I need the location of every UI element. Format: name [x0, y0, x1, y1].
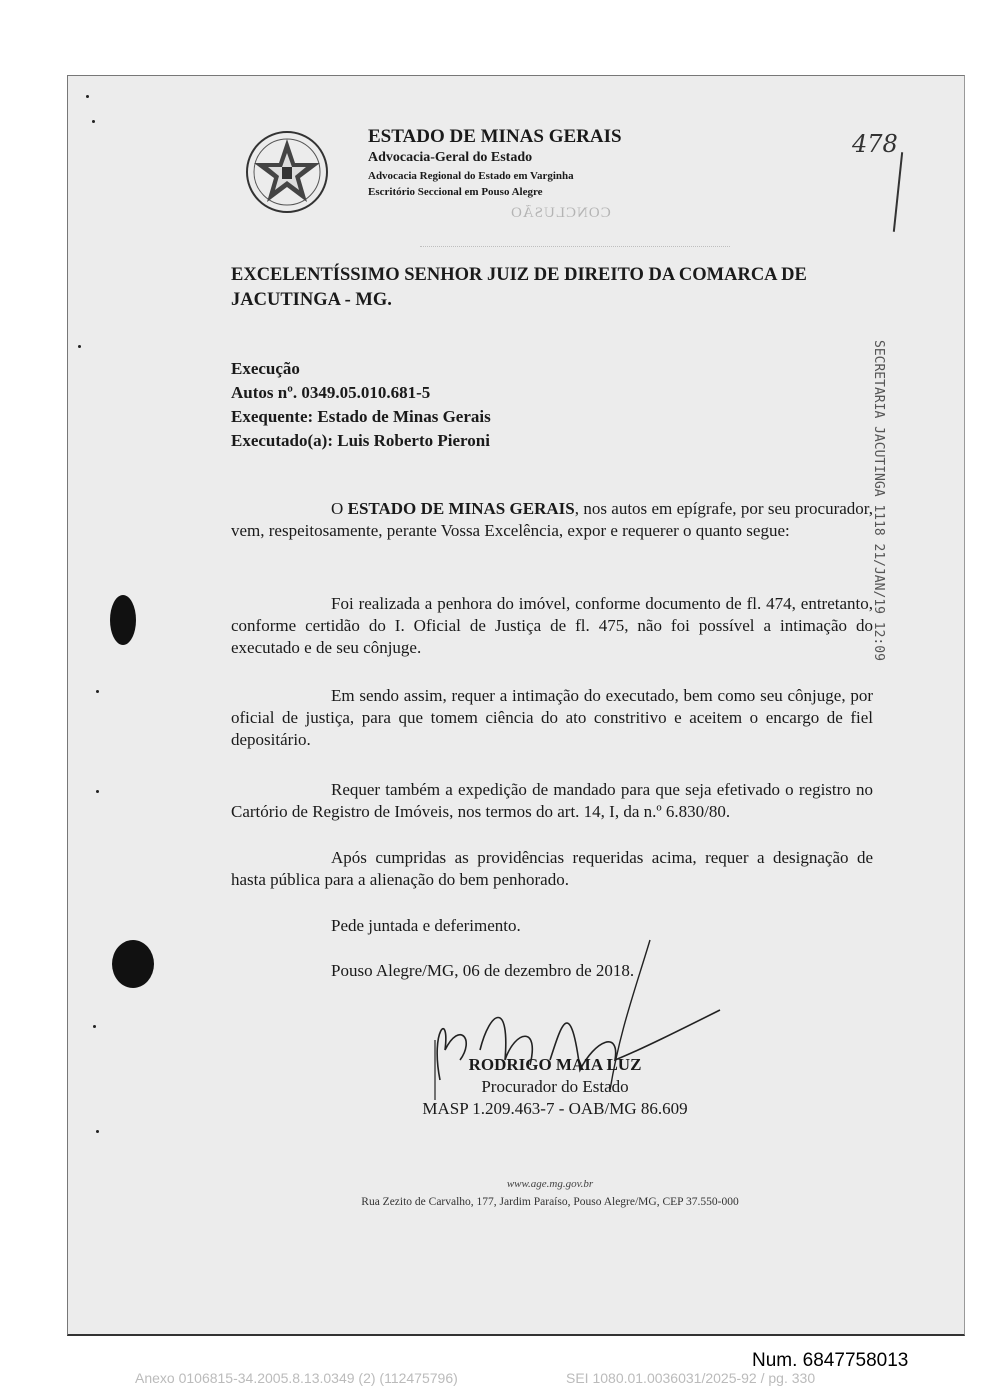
scan-speck [92, 120, 95, 123]
protocol-stamp [862, 340, 886, 670]
punch-hole [112, 940, 154, 988]
coat-of-arms-icon [242, 127, 332, 217]
header-title: ESTADO DE MINAS GERAIS [368, 126, 622, 147]
attachment-label: Anexo 0106815-34.2005.8.13.0349 (2) (112475796) [135, 1370, 458, 1386]
signatory-name: RODRIGO MAIA LUZ [468, 1055, 642, 1074]
addressee: EXCELENTÍSSIMO SENHOR JUIZ DE DIREITO DA COMARCA DE JACUTINGA - MG. [231, 265, 807, 310]
bleed-through-text: CONCLUSÃO [510, 205, 611, 221]
signatory-registration: MASP 1.209.463-7 - OAB/MG 86.609 [422, 1099, 688, 1118]
scan-speck [96, 790, 99, 793]
place-date: Pouso Alegre/MG, 06 de dezembro de 2018. [331, 961, 635, 980]
paragraph-registro: Requer também a expedição de mandado para que seja efetivado o registro no Cartório de Registro de Imóveis, nos termos do art. 14, I, da n.º 6.830/80. [231, 780, 873, 821]
scan-speck [78, 345, 81, 348]
intro-party: ESTADO DE MINAS GERAIS [347, 499, 575, 518]
case-type: Execução [231, 359, 300, 378]
footer-url: www.age.mg.gov.br [506, 1178, 594, 1190]
case-defendant: Executado(a): Luis Roberto Pieroni [231, 431, 490, 450]
paragraph-penhora: Foi realizada a penhora do imóvel, conforme documento de fl. 474, entretanto, conforme certidão do I. Oficial de Justiça de fl. 475, não foi possível a intimação do executado e de seu cônjuge. [231, 594, 873, 657]
folio-number: 478 [852, 130, 898, 158]
paragraph-closing: Pede juntada e deferimento. [331, 916, 521, 935]
paragraph-intimacao: Em sendo assim, requer a intimação do executado, bem como seu cônjuge, por oficial de justiça, para que tomem ciência do ato constritivo e aceitem o encargo de fiel depositário. [231, 686, 873, 749]
punch-hole [110, 595, 136, 645]
case-number: Autos nº. 0349.05.010.681-5 [231, 383, 431, 402]
document-number: Num. 6847758013 [752, 1350, 909, 1371]
header-subtitle: Advocacia-Geral do Estado [368, 150, 533, 165]
paragraph-intro: O ESTADO DE MINAS GERAIS, nos autos em epígrafe, por seu procurador, vem, respeitosamente, perante Vossa Excelência, expor e requerer o quanto segue: [231, 499, 874, 540]
case-plaintiff: Exequente: Estado de Minas Gerais [231, 407, 491, 426]
case-details [231, 357, 491, 453]
header-office: Escritório Seccional em Pouso Alegre [368, 186, 543, 198]
header-regional: Advocacia Regional do Estado em Varginha [368, 170, 574, 182]
scan-speck [86, 95, 89, 98]
bleed-through-line [420, 232, 730, 247]
footer-address: Rua Zezito de Carvalho, 177, Jardim Paraíso, Pouso Alegre/MG, CEP 37.550-000 [361, 1196, 739, 1208]
scan-speck [93, 1025, 96, 1028]
signature-block [390, 1054, 720, 1120]
scan-speck [96, 1130, 99, 1133]
scan-speck [96, 690, 99, 693]
paragraph-hasta: Após cumpridas as providências requeridas acima, requer a designação de hasta pública para a alienação do bem penhorado. [231, 848, 873, 889]
sei-page-label: SEI 1080.01.0036031/2025-92 / pg. 330 [566, 1370, 816, 1386]
protocol-stamp-text: SECRETARIA JACUTINGA 1118 21/JAN/19 12:09 [871, 340, 886, 661]
signatory-role: Procurador do Estado [481, 1077, 629, 1096]
